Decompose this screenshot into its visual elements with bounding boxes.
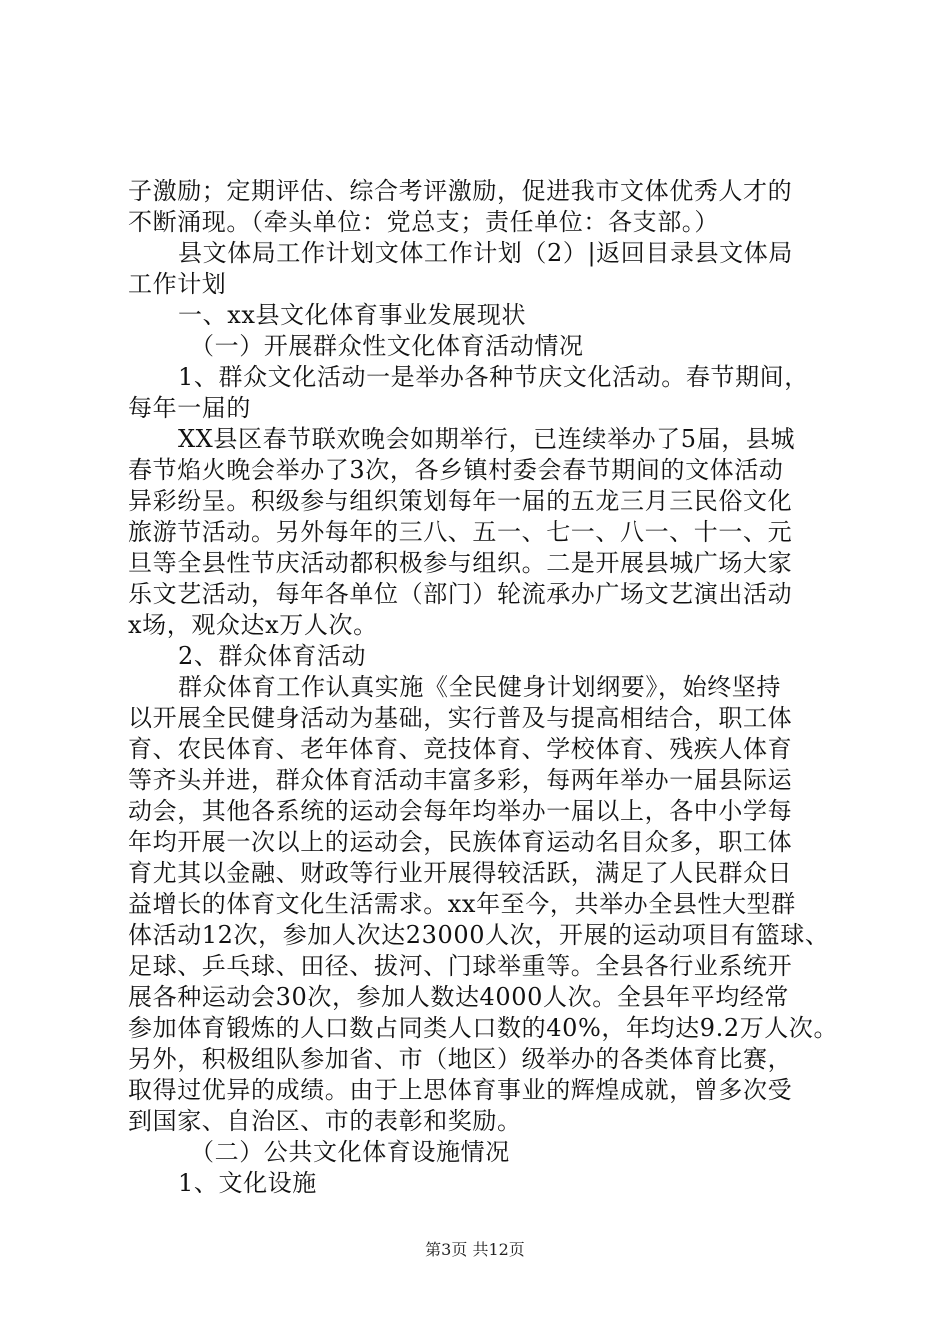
text-line: 旦等全县性节庆活动都积极参与组织。二是开展县城广场大家: [128, 549, 793, 577]
text-line: 不断涌现。（牵头单位：党总支；责任单位：各支部。）: [128, 208, 719, 236]
text-line: 益增长的体育文化生活需求。xx年至今，共举办全县性大型群: [128, 890, 796, 918]
subheading-line: （一）开展群众性文化体育活动情况: [190, 332, 584, 360]
text-line: 旅游节活动。另外每年的三八、五一、七一、八一、十一、元: [128, 518, 793, 546]
text-line: 另外，积极组队参加省、市（地区）级举办的各类体育比赛，: [128, 1045, 793, 1073]
text-line: x场，观众达x万人次。: [128, 611, 378, 639]
text-line: 到国家、自治区、市的表彰和奖励。: [128, 1107, 522, 1135]
text-line: 异彩纷呈。积级参与组织策划每年一届的五龙三月三民俗文化: [128, 487, 793, 515]
section-title-line: 县文体局工作计划文体工作计划（2）|返回目录县文体局: [178, 239, 793, 267]
document-body: [128, 176, 840, 1199]
section-title-line: 工作计划: [128, 270, 227, 298]
text-line: 取得过优异的成绩。由于上思体育事业的辉煌成就，曾多次受: [128, 1076, 793, 1104]
text-line: 以开展全民健身活动为基础，实行普及与提高相结合，职工体: [128, 704, 793, 732]
subheading-line: （二）公共文化体育设施情况: [190, 1138, 510, 1166]
subheading-line: 1、文化设施: [178, 1169, 317, 1197]
page-number: 第3页 共12页: [425, 1240, 525, 1259]
text-line: 子激励；定期评估、综合考评激励，促进我市文体优秀人才的: [128, 177, 793, 205]
text-line: 群众体育工作认真实施《全民健身计划纲要》，始终坚持: [178, 673, 781, 701]
text-line: 每年一届的: [128, 394, 251, 422]
text-line: 春节焰火晚会举办了3次，各乡镇村委会春节期间的文体活动: [128, 456, 784, 484]
text-line: 体活动12次，参加人次达23000人次，开展的运动项目有篮球、: [128, 921, 830, 949]
text-line: 等齐头并进，群众体育活动丰富多彩，每两年举办一届县际运: [128, 766, 793, 794]
heading-line: 一、xx县文化体育事业发展现状: [178, 301, 527, 329]
text-line: 年均开展一次以上的运动会，民族体育运动名目众多，职工体: [128, 828, 793, 856]
text-line: XX县区春节联欢晚会如期举行，已连续举办了5届，县城: [178, 425, 796, 453]
text-line: 乐文艺活动，每年各单位（部门）轮流承办广场文艺演出活动: [128, 580, 793, 608]
text-line: 育、农民体育、老年体育、竞技体育、学校体育、残疾人体育: [128, 735, 793, 763]
text-line: 参加体育锻炼的人口数占同类人口数的40%，年均达9.2万人次。: [128, 1014, 839, 1042]
text-line: 足球、乒乓球、田径、拔河、门球举重等。全县各行业系统开: [128, 952, 793, 980]
subheading-line: 2、群众体育活动: [178, 642, 367, 670]
text-line: 动会，其他各系统的运动会每年均举办一届以上，各中小学每: [128, 797, 793, 825]
text-line: 1、群众文化活动一是举办各种节庆文化活动。春节期间，: [178, 363, 809, 391]
text-line: 展各种运动会30次，参加人数达4000人次。全县年平均经常: [128, 983, 790, 1011]
text-line: 育尤其以金融、财政等行业开展得较活跃，满足了人民群众日: [128, 859, 793, 887]
